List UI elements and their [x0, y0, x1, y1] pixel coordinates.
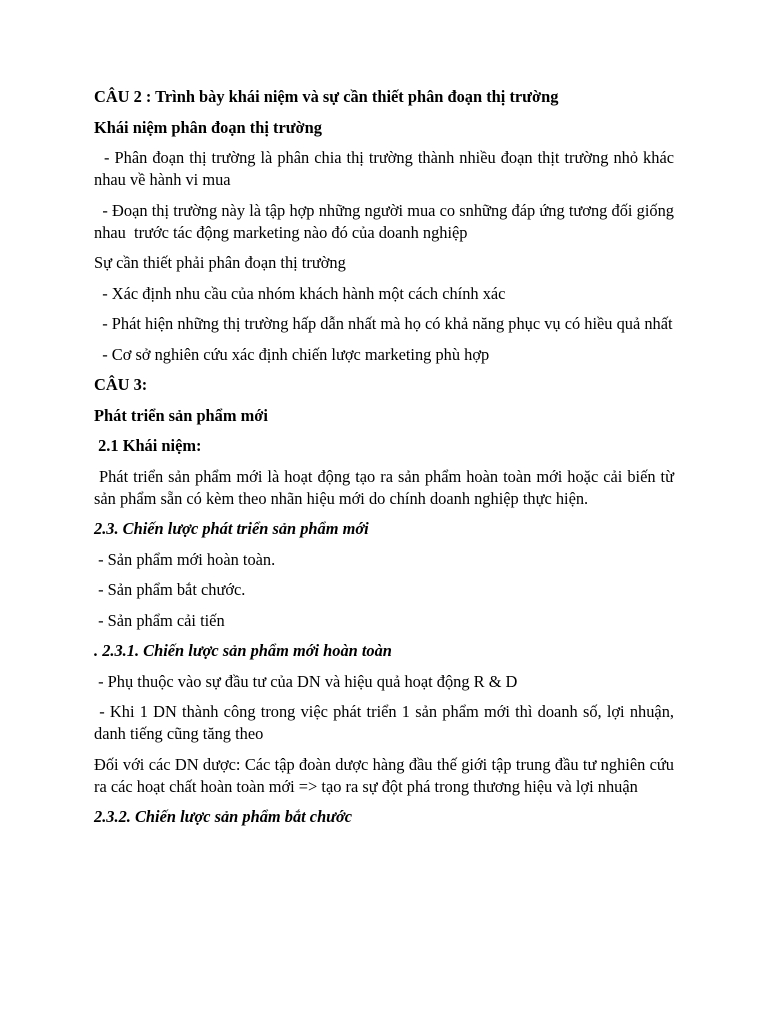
section-2-1-heading: 2.1 Khái niệm:	[94, 436, 202, 455]
bullet-paragraph: - Phát hiện những thị trường hấp dẫn nhất mà họ có khả năng phục vụ có hiều quả nhất	[94, 314, 673, 333]
definition-paragraph: Phát triển sản phẩm mới là hoạt động tạo ra sản phẩm hoàn toàn mới hoặc cải biến từ sản phẩm sẵn có kèm theo nhãn hiệu mới do chính doanh nghiệp thực hiện.	[94, 466, 679, 508]
bullet-paragraph: - Phụ thuộc vào sự đầu tư của DN và hiệu quả hoạt động R & D	[94, 671, 518, 691]
question-2-heading: CÂU 2 : Trình bày khái niệm và sự cần thiết phân đoạn thị trường	[94, 87, 559, 106]
market-segmentation-concept-heading: Khái niệm phân đoạn thị trường	[94, 117, 322, 137]
pharma-paragraph: Đối với các DN dược: Các tập đoàn dược hàng đầu thế giới tập trung đầu tư nghiên cứu ra các hoạt chất hoàn toàn mới => tạo ra sự đột phá trong thương hiệu và lợi nhuận	[94, 754, 674, 796]
section-2-3-heading: 2.3. Chiến lược phát triển sản phẩm mới	[94, 519, 369, 538]
document-body	[94, 86, 679, 837]
bullet-paragraph: - Xác định nhu cầu của nhóm khách hành một cách chính xác	[94, 283, 506, 303]
bullet-paragraph: - Sản phẩm cải tiến	[94, 610, 225, 630]
bullet-paragraph: - Sản phẩm mới hoàn toàn.	[94, 549, 276, 569]
bullet-paragraph: - Phân đoạn thị trường là phân chia thị trường thành nhiều đoạn thịt trường nhỏ khác nhau về hành vi mua	[94, 148, 679, 189]
bullet-paragraph: - Khi 1 DN thành công trong việc phát triển 1 sản phẩm mới thì doanh số, lợi nhuận, danh tiếng cũng tăng theo	[94, 702, 679, 743]
section-2-3-1-heading: . 2.3.1. Chiến lược sản phẩm mới hoàn toàn	[94, 641, 392, 660]
new-product-development-heading: Phát triển sản phẩm mới	[94, 405, 268, 425]
bullet-paragraph: - Đoạn thị trường này là tập hợp những người mua co snhững đáp ứng tương đối giống nhau trước tác động marketing nào đó của doanh nghiệp	[94, 200, 679, 242]
bullet-paragraph: - Cơ sở nghiên cứu xác định chiến lược marketing phù hợp	[94, 344, 490, 364]
bullet-paragraph: - Sản phẩm bắt chước.	[94, 580, 246, 599]
question-3-heading: CÂU 3:	[94, 375, 148, 394]
section-2-3-2-heading: 2.3.2. Chiến lược sản phẩm bắt chước	[94, 807, 353, 826]
segmentation-necessity-heading: Sự cần thiết phải phân đoạn thị trường	[94, 253, 346, 272]
